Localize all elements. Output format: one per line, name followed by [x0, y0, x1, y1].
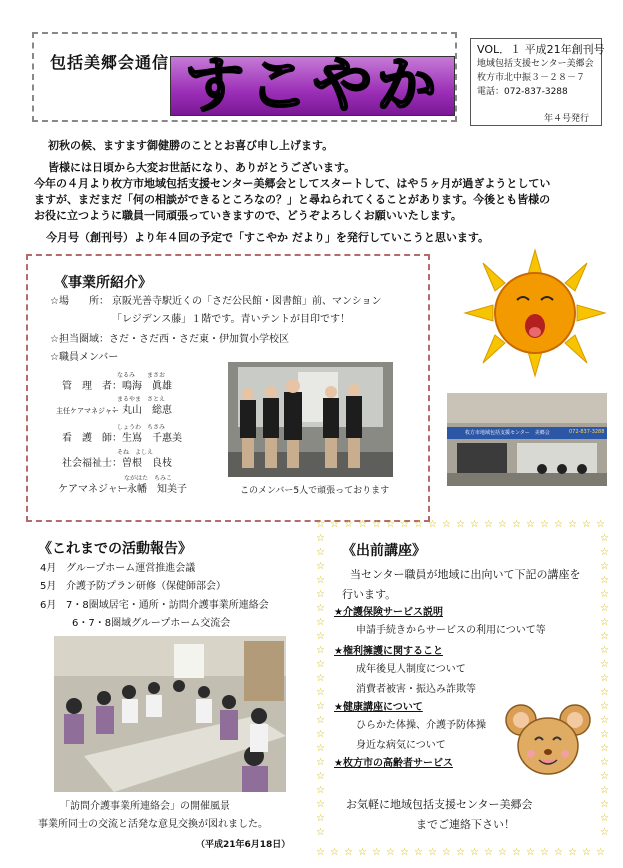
newsletter-name: 包括美郷会通信 [50, 53, 170, 72]
border-star: ☆ [470, 847, 479, 858]
border-star: ☆ [414, 847, 423, 858]
border-star: ☆ [316, 589, 325, 600]
greeting-line: 今年の４月より枚方市地域包括支援センター美郷会としてスタートして、はや５ヶ月が過ぎようとしてい [34, 177, 551, 190]
border-star: ☆ [600, 757, 609, 768]
org-address: 枚方市北中振３－２８－７ [477, 73, 586, 83]
border-star: ☆ [596, 847, 605, 858]
member-role: 主任ケアマネジャー [56, 407, 119, 415]
border-star: ☆ [316, 519, 325, 530]
border-star: ☆ [316, 631, 325, 642]
border-star: ☆ [600, 771, 609, 782]
sun-illustration [455, 248, 615, 378]
member-name: ：丸山 総恵 [112, 405, 172, 416]
greeting-line: 今月号（創刊号）より年４回の予定で「すこやか だより」を発行していこうと思います。 [46, 231, 489, 244]
border-star: ☆ [316, 757, 325, 768]
border-star: ☆ [400, 847, 409, 858]
member-ruby: なるみ まさお [117, 372, 166, 379]
lecture-topic-title: ★権利擁護に関すること [334, 646, 443, 657]
member-role: ケアマネジャー [58, 484, 128, 495]
staff-photo-caption: このメンバー5人で頑張っております [240, 486, 390, 496]
border-star: ☆ [600, 589, 609, 600]
place-line: 京阪光善寺駅近くの「さだ公民館・図書館」前、マンション [112, 296, 382, 307]
border-star: ☆ [316, 617, 325, 628]
border-star: ☆ [344, 519, 353, 530]
border-star: ☆ [568, 847, 577, 858]
activity-heading: 《これまでの活動報告》 [38, 541, 192, 557]
greeting-line: ますが、まだまだ「何の相談ができるところなの？」と尋ねられてくることがあります。今後とも皆様の [34, 193, 551, 206]
greeting-line: 初秋の候、ますます御健勝のこととお喜び申し上げます。 [48, 139, 334, 152]
member-ruby: まるやま さとえ [117, 396, 166, 403]
border-star: ☆ [470, 519, 479, 530]
border-star: ☆ [316, 827, 325, 838]
place-label: ☆場 所： [50, 296, 109, 307]
border-star: ☆ [600, 617, 609, 628]
border-star: ☆ [600, 715, 609, 726]
member-role: 管 理 者 [62, 381, 112, 392]
border-star: ☆ [540, 847, 549, 858]
border-star: ☆ [456, 847, 465, 858]
border-star: ☆ [600, 533, 609, 544]
greeting-line: お役に立つように職員一同頑張っていきますので、どうぞよろしくお願いいたします。 [34, 209, 462, 222]
border-star: ☆ [456, 519, 465, 530]
border-star: ☆ [600, 827, 609, 838]
lecture-topic-detail: ひらかた体操、介護予防体操 [356, 720, 486, 731]
border-star: ☆ [344, 847, 353, 858]
border-star: ☆ [526, 519, 535, 530]
border-star: ☆ [600, 561, 609, 572]
border-star: ☆ [330, 847, 339, 858]
border-star: ☆ [600, 603, 609, 614]
lecture-topic-title: ★枚方市の高齢者サービス [334, 758, 453, 769]
org-name: 地域包括支援センター美郷会 [477, 59, 594, 69]
activity-text: 6・7・8圏域グループホーム交流会 [72, 618, 231, 629]
border-star: ☆ [316, 561, 325, 572]
border-star: ☆ [568, 519, 577, 530]
building-photo [447, 393, 607, 486]
border-star: ☆ [582, 847, 591, 858]
border-star: ☆ [484, 519, 493, 530]
staff-photo-image [228, 362, 393, 477]
border-star: ☆ [316, 701, 325, 712]
border-star: ☆ [600, 701, 609, 712]
border-star: ☆ [386, 847, 395, 858]
border-star: ☆ [358, 847, 367, 858]
staff-photo [228, 362, 393, 477]
border-star: ☆ [358, 519, 367, 530]
border-star: ☆ [600, 687, 609, 698]
members-label: ☆職員メンバー [50, 352, 119, 363]
border-star: ☆ [316, 729, 325, 740]
activity-text: 介護予防プラン研修（保健師部会） [66, 581, 226, 592]
border-star: ☆ [414, 519, 423, 530]
border-star: ☆ [316, 847, 325, 858]
meeting-date: （平成21年6月18日） [196, 840, 291, 850]
border-star: ☆ [600, 673, 609, 684]
border-star: ☆ [400, 519, 409, 530]
lecture-closing: までご連絡下さい！ [416, 818, 515, 831]
border-star: ☆ [316, 799, 325, 810]
border-star: ☆ [316, 813, 325, 824]
area-line: ☆担当圏域：さだ・さだ西・さだ東・伊加賀小学校区 [50, 334, 289, 345]
border-star: ☆ [428, 519, 437, 530]
member-ruby: しょうわ ちさみ [117, 424, 166, 431]
lecture-topic-detail: 申請手続きからサービスの利用について等 [356, 625, 546, 636]
activity-month: 5月 [40, 581, 57, 592]
meeting-caption-detail: 事業所同士の交流と活発な意見交換が図れました。 [38, 819, 268, 830]
mouse-illustration [505, 700, 591, 780]
meeting-photo-image [54, 636, 286, 792]
border-star: ☆ [600, 799, 609, 810]
lecture-closing: お気軽に地域包括支援センター美郷会 [346, 798, 533, 811]
border-star: ☆ [596, 519, 605, 530]
member-role: 社会福祉士 [62, 458, 112, 469]
border-star: ☆ [428, 847, 437, 858]
member-role: 看 護 師 [62, 433, 112, 444]
border-star: ☆ [600, 631, 609, 642]
border-star: ☆ [600, 729, 609, 740]
border-star: ☆ [600, 547, 609, 558]
border-star: ☆ [600, 645, 609, 656]
border-star: ☆ [316, 659, 325, 670]
border-star: ☆ [316, 687, 325, 698]
border-star: ☆ [372, 847, 381, 858]
lecture-heading: 《出前講座》 [342, 543, 426, 559]
border-star: ☆ [512, 519, 521, 530]
org-phone: 電話：072-837-3288 [477, 87, 568, 97]
building-photo-image [447, 393, 607, 486]
border-star: ☆ [600, 743, 609, 754]
border-star: ☆ [600, 659, 609, 670]
lecture-topic-title: ★介護保険サービス説明 [334, 607, 443, 618]
border-star: ☆ [316, 603, 325, 614]
activity-month: 4月 [40, 563, 57, 574]
border-star: ☆ [540, 519, 549, 530]
border-star: ☆ [484, 847, 493, 858]
office-heading: 《事業所紹介》 [54, 275, 152, 291]
border-star: ☆ [442, 519, 451, 530]
border-star: ☆ [316, 743, 325, 754]
border-star: ☆ [316, 533, 325, 544]
border-star: ☆ [498, 847, 507, 858]
lecture-topic-title: ★健康講座について [334, 702, 423, 713]
border-star: ☆ [316, 715, 325, 726]
lecture-intro: 行います。 [342, 588, 397, 601]
border-star: ☆ [330, 519, 339, 530]
newsletter-title: すこやか [184, 51, 441, 121]
lecture-topic-detail: 消費者被害・振込み詐欺等 [356, 684, 476, 695]
lecture-intro: 当センター職員が地域に出向いて下記の講座を [350, 568, 581, 581]
meeting-caption: 「訪問介護事業所連絡会」の開催風景 [60, 801, 230, 812]
border-star: ☆ [512, 847, 521, 858]
border-star: ☆ [316, 785, 325, 796]
volume-label: VOL．１ 平成21年創刊号 [477, 43, 605, 56]
activity-text: 7・8圏域居宅・通所・訪問介護事業所連絡会 [66, 600, 269, 611]
border-star: ☆ [316, 673, 325, 684]
place-line: 「レジデンス藤」１階です。青いテントが目印です！ [112, 314, 350, 325]
lecture-topic-detail: 身近な病気について [356, 740, 446, 751]
border-star: ☆ [498, 519, 507, 530]
border-star: ☆ [442, 847, 451, 858]
issue-frequency: 年４号発行 [544, 114, 590, 124]
border-star: ☆ [316, 575, 325, 586]
border-star: ☆ [316, 645, 325, 656]
member-name: ：鳴海 眞雄 [112, 381, 172, 392]
border-star: ☆ [316, 771, 325, 782]
border-star: ☆ [582, 519, 591, 530]
activity-text: グループホーム運営推進会議 [66, 563, 196, 574]
activity-month: 6月 [40, 600, 57, 611]
greeting-line: 皆様には日頃から大変お世話になり、ありがとうございます。 [48, 161, 356, 174]
border-star: ☆ [372, 519, 381, 530]
member-name: ：生嶌 千惠美 [112, 433, 182, 444]
building-sign-phone: 072-837-3288 [569, 429, 605, 435]
border-star: ☆ [600, 813, 609, 824]
member-name: ：曽根 良枝 [112, 458, 172, 469]
meeting-photo [54, 636, 286, 792]
building-sign-text: 枚方市地域包括支援センター 美郷会 [465, 430, 550, 436]
border-star: ☆ [554, 519, 563, 530]
border-star: ☆ [526, 847, 535, 858]
member-name: ：永幡 知美子 [117, 484, 187, 495]
border-star: ☆ [386, 519, 395, 530]
border-star: ☆ [554, 847, 563, 858]
border-star: ☆ [316, 547, 325, 558]
border-star: ☆ [600, 575, 609, 586]
member-ruby: そね よしえ [117, 449, 154, 456]
lecture-topic-detail: 成年後見人制度について [356, 664, 466, 675]
border-star: ☆ [600, 785, 609, 796]
member-ruby: ながはた ちみこ [124, 475, 173, 482]
